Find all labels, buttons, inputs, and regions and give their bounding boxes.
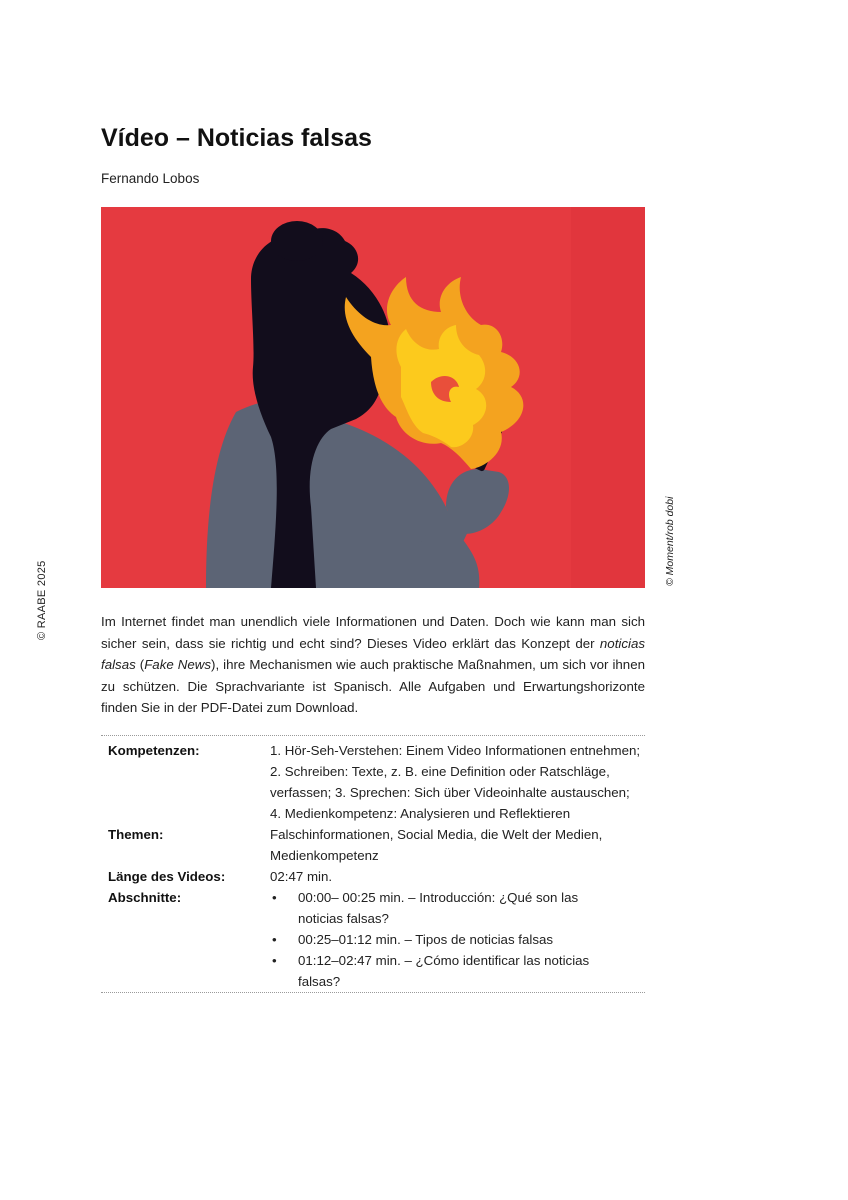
info-table: [101, 735, 645, 993]
kompetenzen-line: verfassen; 3. Sprechen: Sich über Videoinhalte austauschen;: [270, 785, 630, 800]
cover-illustration: [101, 207, 645, 588]
info-value-abschnitte: [270, 887, 645, 992]
themen-line: Medienkompetenz: [270, 848, 379, 863]
info-label-kompetenzen: Kompetenzen:: [108, 743, 200, 758]
info-label-laenge: Länge des Videos:: [108, 869, 226, 884]
intro-text-2: (: [135, 657, 145, 672]
list-item-text: 01:12–02:47 min. – ¿Cómo identificar las noticias falsas?: [298, 953, 590, 989]
info-row-themen: [101, 824, 645, 866]
info-value-themen: [270, 824, 645, 866]
intro-term-en: Fake News: [144, 657, 212, 672]
hair-bun: [271, 221, 323, 261]
abschnitte-list: [270, 887, 645, 992]
kompetenzen-line: 1. Hör-Seh-Verstehen: Einem Video Informationen entnehmen;: [270, 743, 641, 758]
info-row-abschnitte: [101, 887, 645, 992]
intro-paragraph: [101, 611, 645, 719]
list-item-text: 00:00– 00:25 min. – Introducción: ¿Qué son las noticias falsas?: [298, 890, 579, 926]
bullet-icon: •: [272, 932, 277, 947]
intro-term: noticias falsas: [101, 635, 645, 672]
info-label-themen: Themen:: [108, 827, 164, 842]
page-title: Vídeo – Noticias falsas: [101, 124, 372, 152]
list-item: [270, 950, 645, 992]
info-label-abschnitte: Abschnitte:: [108, 890, 182, 905]
list-item-text: 00:25–01:12 min. – Tipos de noticias falsas: [298, 932, 554, 947]
info-row-kompetenzen: [101, 740, 645, 824]
info-row-laenge: [101, 866, 645, 887]
list-item: [270, 929, 645, 950]
photo-credit: © Moment/rob dobi: [664, 496, 676, 586]
intro-text-3: ), ihre Mechanismen wie auch praktische Maßnahmen, um sich vor ihnen zu schützen. Die Sprachvariante ist Spanisch. Alle Aufgaben und Erwartungshorizonte finden Sie in der PDF-Datei zum Download.: [101, 657, 645, 715]
list-item: [270, 887, 645, 929]
kompetenzen-line: 4. Medienkompetenz: Analysieren und Reflektieren: [270, 806, 571, 821]
side-copyright: © RAABE 2025: [36, 560, 48, 640]
author: Fernando Lobos: [101, 171, 200, 186]
info-value-laenge: 02:47 min.: [270, 869, 333, 884]
info-value-kompetenzen: [270, 740, 645, 824]
intro-text-1: Im Internet findet man unendlich viele Informationen und Daten. Doch wie kann man sich sicher sein, dass sie richtig und echt sind? Dieses Video erklärt das Konzept der: [101, 614, 645, 651]
kompetenzen-line: 2. Schreiben: Texte, z. B. eine Definition oder Ratschläge,: [270, 764, 610, 779]
bullet-icon: •: [272, 890, 277, 905]
illustration-svg: [101, 207, 645, 588]
bullet-icon: •: [272, 953, 277, 968]
themen-line: Falschinformationen, Social Media, die Welt der Medien,: [270, 827, 603, 842]
